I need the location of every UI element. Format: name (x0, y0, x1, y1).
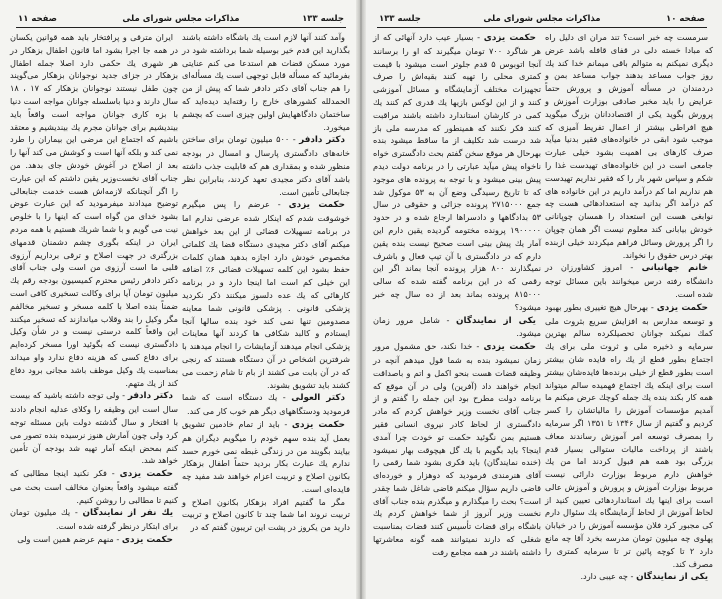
paragraph-text: وآمد کنند آنها لازم است یك باشگاه داشته باشند بگذارید این قدم خیر بوسیله شما برداشته شود در مورد مسکن قضات هم استدعا می کنم عنایتی بفرمائید که مسأله قابل توجهی است یك مسأله‌ای را هم جناب آقای دکتر دادفر شما که پیش از من الحمدلله کشورهای خارج را رفته‌اید دیده‌اید که ساختمان دادگاههایش اولین چیزی است که بچشم میخورد. (182, 32, 350, 132)
paragraph (182, 418, 350, 496)
paragraph-text: - ۵۰۰ میلیون تومان برای ساختن خانه‌های دادگستری پارسال و امسال در بودجه منظور شده و بمقداری هم که قابلیت جذب داشته باشد آقای دکتر مجیدی تعهد کردند، بنابراین نظر جنابعالی تأمین است. (182, 134, 350, 197)
paragraph-text: مگر ما گفتیم افراد بزهکار بکانون اصلاح و تربیت نروند اما شما چند تا کانون اصلاح و تربیت دارید من یکروز در پشت این تریبون گفتم که در (182, 496, 350, 533)
paragraph (10, 533, 178, 547)
paragraph-text: - منهم عرضم همین است ولی (17, 534, 120, 545)
paragraph (182, 496, 350, 534)
speaker-name: دکتر العولی (291, 393, 346, 404)
paragraph (182, 31, 350, 133)
paragraph (373, 31, 541, 314)
page-number: صفحه ۱۰ (666, 14, 705, 24)
page-10 (361, 0, 722, 599)
publication-title: مذاکرات مجلس شورای ملی (122, 14, 240, 24)
paragraph-text: - خدا نکند، حق مشمول مرور زمان نمیشود بنده به شما قول میدهم آنچه در وظیفه قضات هست بنحو اکمل و اتم و باصداقت انجام خواهند داد (آفرین) ولی در آن موقع که برنامه دولت مطرح بود این جمله را گفتم و از جناب آقای نخست وزیر خواهش کردم که مادر دادگستری از لحاظ کادر نیروی انسانی فقیر هستیم بمن نگوئید حکمت تو خودت چرا آمدی اینجا؟ باید بگویم با یك گل هیچوقت بهار نمیشود (خنده نمایندگان) باید فکری بشود شما رقمی را آقای هنرمندی فرمودید که دوهزار و خورده‌ای قاضی داریم سؤال میکنم قاضی شاغل شما چقدر است؟ بحث را میگذارم و میگذرم بنده جناب آقای نخست وزیر آنروز از شما خواهش کردم یك باشگاه برای قضات تأسیس کنند قضات بمناسبت شغلی که دارند نمیتوانند همه گونه معاشرتها داشته باشند در همه مجامع رفت (373, 341, 541, 557)
speaker-name: حکمت یزدی (121, 535, 173, 546)
paragraph-text: - ولی توجه داشته باشید که بیست سال است این وظیفه را وکلای عدلیه انجام دادند با افتخار و سال گذشته دولت باین مسئله توجه کرد ولی چون آمارش هنوز نرسیده بنده تصور می کنم بمحض اینکه آمار تهیه شد بودجه آن تأمین خواهد شد. (10, 390, 178, 466)
paragraph (182, 198, 350, 391)
paragraph (182, 391, 350, 418)
text-column-left (10, 31, 178, 547)
paragraph (373, 340, 541, 559)
paragraph (10, 389, 178, 467)
paragraph-text: - باید از تمام خادمین تشویق بعمل آید بنده سهم خودم را میگویم دیگران هم بیایند بگویند من در زندگی غبطه نمی خورم حسد ندارم یك عبارت بکار بردید حتماً اطفال بزهکار بکانون اصلاح و تربیت اعزام خواهند شد مفید چه فایده‌ای است. (182, 418, 350, 494)
page-number: صفحه ۱۱ (18, 14, 57, 24)
speaker-name: حکمت یزدی (288, 200, 345, 211)
paragraph-text: - فکر نکنید اینجا مطالبی که گفته میشود واقعاً بعنوان مخالف است بحث می کنیم تا مطالبی را روشن کنیم. (10, 468, 178, 505)
paragraph-text: - بهرحال هیچ تغییری بطور بهبود و توسعه مدارس به افزایش سریع بثروت ملی کمك نمیکند جوانان تحصیلکرده سالم بهترین سرمایه و ذخیره ملی و ثروت ملی برای یك اجتماع بطور قطع از یك راه فایده شان بیشتر است بطور قطع از خیلی برنده‌ها فایده‌شان بیشتر است برای اینکه یك اجتماع فهمیده سالم میتواند همه کار بکند بنده یك جمله کوچك عرض میکنم ما آمدیم مؤسسات آموزش را مالیاتشان را کسر کردیم و گفتیم از سال ۱۳۴۶ تا ۱۳۵۱ اگر سرمایه را بمصرف توسعه امر آموزش رساندند معاف باشند از پرداخت مالیات ستوالی بسیار قدم بزرگی بود همه هم قبول کردند اما من یك خواهش دارم مربوط بوزارت دارائی نیست مربوط بوزارت آموزش و پرورش و آموزش عالی است برای اینها یك استانداردهائی تعیین کنید از لحاظ آموزش از لحاظ آزمایشگاه یك سئوال دارم کی مجبور کرد فلان مؤسسه آموزش را در خیابان پهلوی چه میلیون تومان مدرسه بخرد آقا چه مانع دارد ۲ تا کوچه پائین تر تا سرمایه کمتری را مصرف کند. (545, 301, 713, 569)
paragraph (545, 31, 713, 261)
paragraph (373, 314, 541, 341)
paragraph-text: - عرضم را پس میگیرم خوشوقت شدم که اینکار شده عرضی ندارم اما در برنامه تسهیلات قضائی از این بعد خواهش میکنم آقای دکتر مجیدی دستگاه قضا یك کلماتی مخصوص خودش دارد اجازه بدهید همان کلمات حفظ بشود این کلمه تسهیلات قضائی ۶٪ اضافه این خیلی کم است اما اینجا دارد و در برنامه کارهائی که یك عده دلسوز میکنند ذکر نکردید پزشکی قانونی . پزشکی قانونی شما معاینه مصدومین تنها نمی کند خود بنده سالها آنجا ایستادم و کالبد شکافی ها کردند آنها معاینات پزشکی انجام میدهند آزمایشات را انجام میدهند با شرفترین اشخاص در آن دستگاه هستند که رنجی که در آن بابت می کشند از بام تا شام زحمت می کشند باید تشویق بشوند. (182, 199, 350, 390)
paragraph (10, 31, 178, 389)
speaker-name: خانم جهانبانی (641, 263, 709, 274)
speaker-name: یکی از نمایندگان (456, 315, 536, 326)
running-header (377, 13, 707, 28)
text-column-left (373, 31, 541, 559)
speaker-name: حکمت یزدی (119, 469, 173, 480)
paragraph-text: - یك میلیون تومان برای ابتکار درنظر گرفته شده است. (10, 507, 178, 532)
paragraph (545, 261, 713, 300)
speaker-name: دکتر دادفر (299, 135, 345, 146)
book-gutter (356, 0, 366, 599)
speaker-name: حکمت یزدی (483, 342, 536, 353)
text-column-right (182, 31, 350, 534)
speaker-name: یك نفر از نمایندگان (82, 508, 173, 519)
paragraph-text: - بسیار عیب دارد آنهائی که از هر شاگرد ۷۰۰ تومان میگیرند که او را برسانند آنجا اتوبوس ۵ قدم جلوتر است میشود با قیمت کمتری محلی را تهیه کنند بقیه‌اش را صرف تجهیزات مختلف آزمایشگاه و مسائل آموزشی کنند و از این لوکس بازیها یك قدری کم کنند یك کمی در کارشان استاندارد داشته باشند مراقبت کنند فکر نکنند که همینطور که مدرسه ملی باز شد درست شد تکلیف از ما ساقط میشود بنده بهرحال هر موقع سخن گفتم بحث دادگستری خواه ناخواه پیش میآید عبارتی را در برنامه دولت دیدم پیش بینی میشود و با توجه به پرونده های موجود که تا تاریخ رسیدگی وضع آن به ۵۳ موکول شد جمع ۲۷۱۵۰۰۰ پرونده جزائی و حقوقی در سال ۵۳ بدادگاهها و دادسراها ارجاع شده و در حدود ۱۹۰۰۰۰۰ پرونده مختومه گردیده یقین دارم این آمار یك پیش بینی است صحیح نیست بنده یقین دارم که در دادگستری با آن تیپ فعال و باشرف نمیگذارند ۸۰۰ هزار پرونده آنجا بماند اگر این رقمی که در این برنامه گفته شده که سالی ۸۱۵۰۰۰ پرونده بماند بعد از ده سال چه خبر میشود؟ (373, 32, 542, 312)
session-number: جلسه ۱۳۳ (379, 14, 421, 24)
paragraph (10, 506, 178, 533)
paragraph-text: - امروز کشاورزان در دانشگاه رفته درس میخوانند باین مسائل توجه شده است. (545, 262, 713, 299)
running-header (16, 13, 346, 28)
paragraph (545, 570, 713, 584)
speaker-name: حکمت یزدی (483, 33, 536, 43)
text-column-right (545, 31, 713, 584)
paragraph-text: ایران مترقی و پرافتخار باید همه قوانین یکسان در همه جا اجرا بشود اما قانون اطفال بزهکار در هر شهری یك حکمی دارد اصلا جمله اطفال بزهکار در جزای جدید نوجوانان بزهکار می‌گویند چون طفل نیستند نوجوانان بزهکار که ۱۷ ، ۱۸ سال دارند و دنیا باسلسله جوانان مواجه است دنیا با بزه کاری جوانان مواجه است واقعاً باید بیندیشیم برای جوانان مجرم یك بیندیشیم و معتقد باشیم که اجتماع این مرضی این بیماران را طرد نمی کند و بلکه آنها است و کوشش می کند آنها را بعد از اصلاح در آغوش خودش جای بدهد. من جناب آقای نخست‌وزیر یقین داشتم که این عبارت را اگر آنچنانکه لازمه‌اش هست خدمت جنابعالی توضیح میدادند میفرمودید که این عبارت عوض بشود خدای من گواه است که اینها را با خلوص نیت می گویم و با شما شریك هستیم با همه مردم ایران در اینکه بگوری چشم دشمنان قدمهای بزرگتری در جهت اصلاح و ترقی برداریم آرزوی قلبی ما است آرزوی من است ولی جناب آقای دکتر دادفر رئیس محترم کمیسیون بودجه رقم یك میلیون تومان آیا برای وکالت تسخیری کافی است ضمناً بنده اصلا با کلمه مسخر و تسخیر مخالفم مگر وکیل را بند وقلاب میاندازند که تسخیر میکنند این واقعاً کلمه درستی نیست و در شأن وکیل دادگستری نیست که بگوئید اورا مسخر کرده‌ایم برای دفاع کسی که هزینه دفاع ندارد واو میداند بمناسبت یك وکیل موظف باشد مجانی برود دفاع کند از یك متهم. (10, 32, 178, 388)
speaker-name: دکتر دادفر (127, 391, 173, 402)
publication-title: مذاکرات مجلس شورای ملی (483, 14, 601, 24)
speaker-name: یکی از نمایندگان (636, 572, 708, 583)
paragraph-text: سرمست چه خبر است؟ تند مران ای دلیل راه که مبادا خسته دلی در قفای قافله باشد عرض دیگری نمیکنم به متوالم باقی میمانم خدا کند یك روز جواب مساعد بدهند جواب مساعد بمن و دردمندان در مسأله آموزش و پرورش حتماً عرایض را باید مخبر صادقی بوزارت آموزش و پرورش بگوید یکی از اقتصاددانان بزرگ میگوید هیچ افراطی بیشتر از اعمال تفریط آمیزی که موجب شود ابقی در خانواده‌های فقیر بدنیا میآید صرف کارهای بی اهمیت بشود خیلی عبارت جامعی است در این خانواده‌های تهیدست غذا را شکم و سپاس شهر بار را که فقیر نداریم تهیدست هم نداریم اما کم درآمد داریم در این خانواده های کم درآمد اگر بدانید چه استعدادهائی هست چه نوابغی هست این استعداد را همسان چوپانانی خودش بیابانی کند معلوم نیست اگر همان چوپان را اگر پرورش وسائل فراهم میکردند خیلی ازبنده بهتر درس حقوق را نخواند. (545, 32, 713, 260)
paragraph-text: - شامل مرور زمان میشود. (373, 314, 541, 339)
session-number: جلسه ۱۳۳ (302, 14, 344, 24)
paragraph-text: - یك دستگاه است که شما فرمودید ودستگاههای دیگر هم خوب کار می کند. (182, 392, 350, 417)
paragraph-text: - چه عیبی دارد. (580, 571, 634, 582)
speaker-name: حکمت یزدی (291, 419, 345, 430)
paragraph (545, 301, 713, 571)
paragraph (182, 133, 350, 198)
paragraph (10, 467, 178, 506)
speaker-name: حکمت یزدی (656, 302, 708, 313)
